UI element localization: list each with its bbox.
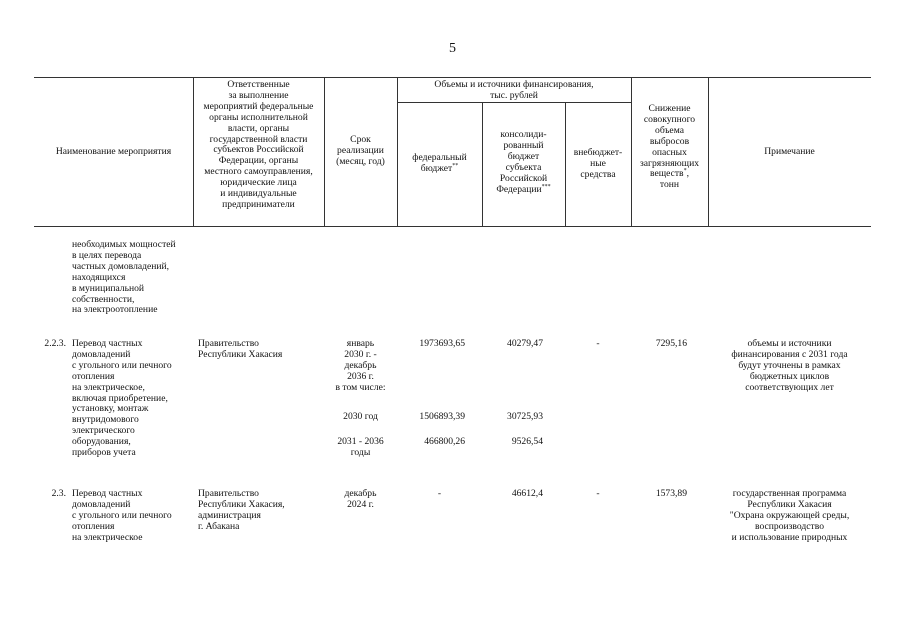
page-number: 5	[449, 41, 456, 56]
header-extra-text: внебюджет- ные средства	[573, 147, 623, 180]
row-23-regional: 46612,4	[511, 488, 543, 499]
header-reduction-text: Снижение совокупного объема выбросов опасных загрязняющих веществ	[639, 103, 699, 180]
row-223-term: январь 2030 г. - декабрь 2036 г. в том числе:	[335, 338, 386, 393]
header-extra	[565, 148, 631, 181]
header-funding-text: Объемы и источники финансирования, тыс. рублей	[434, 79, 594, 101]
row-223-regional-total: 40279,47	[507, 338, 543, 349]
header-name-text: Наименование мероприятия	[55, 146, 172, 157]
row-223-term-2030: 2030 год	[343, 411, 378, 422]
row-223-term-2031: 2031 - 2036 годы	[337, 436, 384, 458]
row-23-reduction: 1573,89	[655, 488, 687, 499]
row-223-extra: -	[596, 338, 600, 349]
row-223-federal-total: 1973693,65	[419, 338, 465, 349]
header-note-text: Примечание	[764, 146, 815, 157]
row-223-regional-2030: 30725,93	[507, 411, 543, 422]
header-reduction	[631, 104, 708, 191]
header-reduction-unit: , тонн	[659, 168, 689, 191]
header-federal-footnote-mark: **	[452, 162, 459, 169]
row-23-name: Перевод частных домовладений с угольного или печного отопления на электрическое	[72, 488, 172, 543]
header-reduction-footnote-mark: *	[683, 168, 687, 175]
row-223-reduction: 7295,16	[655, 338, 687, 349]
header-regional-footnote-mark: ***	[541, 183, 551, 190]
row-223-federal-2031: 466800,26	[424, 436, 465, 447]
header-responsible-text: Ответственные за выполнение мероприятий федеральные органы исполнительной власти, органы государственной власти субъектов Российской Федерации, органы местного самоуправления, юридические лица и индивидуальные предприниматели	[203, 79, 314, 210]
header-top-rule	[34, 77, 871, 78]
row-223-regional-2031: 9526,54	[511, 436, 543, 447]
row-23-note: государственная программа Республики Хакасия "Охрана окружающей среды, воспроизводство и использование природных	[729, 488, 850, 543]
header-term-text: Срок реализации (месяц, год)	[336, 134, 385, 167]
header-note	[708, 147, 871, 158]
header-name	[34, 147, 193, 158]
funding-subheader-rule	[397, 102, 631, 103]
row-223-number: 2.2.3.	[44, 338, 66, 349]
row-223-federal-2030: 1506893,39	[419, 411, 465, 422]
row-223-note: объемы и источники финансирования с 2031 года будут уточнены в рамках бюджетных циклов соответствующих лет	[731, 338, 848, 393]
row-223-name: Перевод частных домовладений с угольного или печного отопления на электрическое, включая приобретение, установку, монтаж внутридомового электрического оборудования, приборов учета	[72, 338, 172, 459]
row-23-term: декабрь 2024 г.	[344, 488, 377, 510]
header-term	[324, 135, 397, 168]
row-cont-name: необходимых мощностей в целях перевода частных домовладений, находящихся в муниципальной собственности, на электроотопление	[72, 239, 176, 316]
row-23-responsible: Правительство Республики Хакасия, администрация г. Абакана	[198, 488, 285, 532]
header-federal-text: федеральный бюджет	[412, 152, 467, 174]
row-23-federal: -	[437, 488, 442, 499]
row-223-responsible: Правительство Республики Хакасия	[198, 338, 283, 360]
header-responsible	[193, 80, 324, 211]
header-federal	[397, 153, 482, 175]
header-funding	[397, 80, 631, 102]
header-regional-text: консолиди- рованный бюджет субъекта Российской Федерации	[496, 129, 548, 195]
row-23-extra: -	[596, 488, 600, 499]
row-23-number: 2.3.	[51, 488, 66, 499]
header-bottom-rule	[34, 226, 871, 227]
header-regional	[482, 130, 565, 195]
